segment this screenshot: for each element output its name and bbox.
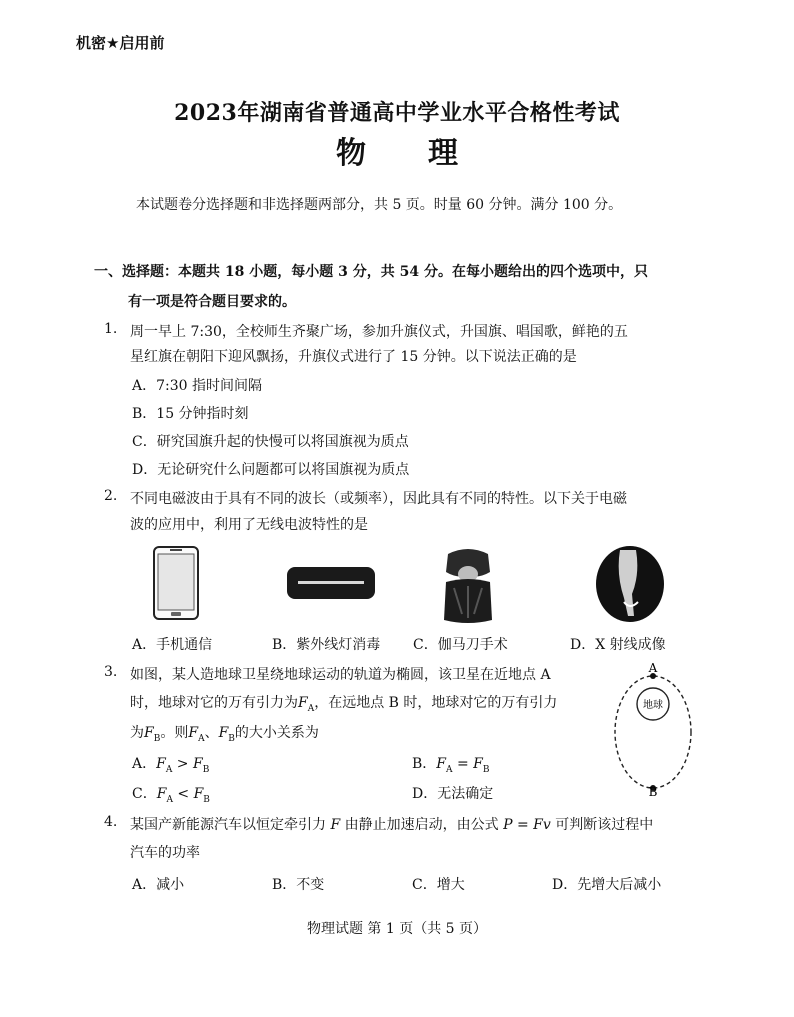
q1-option-a: A．7:30 指时间间隔 (132, 378, 262, 394)
q1-option-c: C．研究国旗升起的快慢可以将国旗视为质点 (132, 434, 409, 450)
q2-number: 2. (104, 488, 118, 504)
q2-option-a: A．手机通信 (132, 637, 213, 653)
exam-title: 2023年湖南省普通高中学业水平合格性考试 (174, 100, 620, 126)
page-footer: 物理试题 第 1 页（共 5 页） (306, 921, 488, 937)
q3-line3: 为$F_B$。则$F_A$、$F_B$的大小关系为 (130, 725, 319, 744)
q3-number: 3. (104, 664, 118, 680)
q1-line2: 星红旗在朝阳下迎风飘扬，升旗仪式进行了 15 分钟。以下说法正确的是 (130, 349, 577, 365)
label-a: A (648, 662, 658, 675)
q3-option-c: C．$F_A < F_B$ (132, 786, 210, 805)
subject-title: 物理 (336, 136, 520, 171)
q2-option-c: C．伽马刀手术 (413, 637, 508, 653)
q2-line1: 不同电磁波由于具有不同的波长（或频率），因此具有不同的特性。以下关于电磁 (130, 491, 627, 507)
q3-option-b: B．$F_A = F_B$ (412, 756, 490, 775)
q2-option-b: B．紫外线灯消毒 (272, 637, 381, 653)
q2-option-d: D．X 射线成像 (570, 637, 666, 653)
q4-option-d: D．先增大后减小 (552, 877, 662, 893)
q4-option-a: A．减小 (132, 877, 185, 893)
q4-number: 4. (104, 814, 118, 830)
exam-intro: 本试题卷分选择题和非选择题两部分，共 5 页。时量 60 分钟。满分 100 分。 (136, 197, 623, 213)
q4-option-b: B．不变 (272, 877, 325, 893)
section-heading-line1: 一、选择题：本题共 18 小题，每小题 3 分，共 54 分。在每小题给出的四个选项中，只 (94, 264, 648, 280)
label-earth: 地球 (643, 700, 663, 711)
q4-option-c: C．增大 (412, 877, 465, 893)
section-heading-line2: 有一项是符合题目要求的。 (128, 294, 296, 310)
x-ray-image-icon (594, 544, 666, 624)
q1-option-d: D．无论研究什么问题都可以将国旗视为质点 (132, 462, 410, 478)
q1-option-b: B．15 分钟指时刻 (132, 406, 249, 422)
q3-option-a: A．$F_A > F_B$ (132, 756, 210, 775)
q3-line1: 如图，某人造地球卫星绕地球运动的轨道为椭圆，该卫星在近地点 A (130, 667, 551, 683)
secret-label: 机密★启用前 (76, 34, 165, 52)
q4-line2: 汽车的功率 (130, 845, 200, 861)
q3-option-d: D．无法确定 (412, 786, 494, 802)
q1-number: 1. (104, 321, 118, 337)
label-b: B (648, 785, 658, 796)
uv-lamp-icon (286, 566, 376, 600)
mobile-phone-icon (152, 546, 200, 620)
gamma-knife-helmet-icon (440, 544, 496, 626)
q2-line2: 波的应用中，利用了无线电波特性的是 (130, 517, 368, 533)
q3-line2: 时，地球对它的万有引力为$F_A$，在远地点 B 时，地球对它的万有引力 (130, 695, 558, 714)
q1-line1: 周一早上 7:30，全校师生齐聚广场，参加升旗仪式，升国旗、唱国歌，鲜艳的五 (130, 324, 628, 340)
q4-line1: 某国产新能源汽车以恒定牵引力 F 由静止加速启动，由公式 P = Fv 可判断该过程中 (130, 817, 654, 833)
orbit-diagram (610, 662, 700, 796)
